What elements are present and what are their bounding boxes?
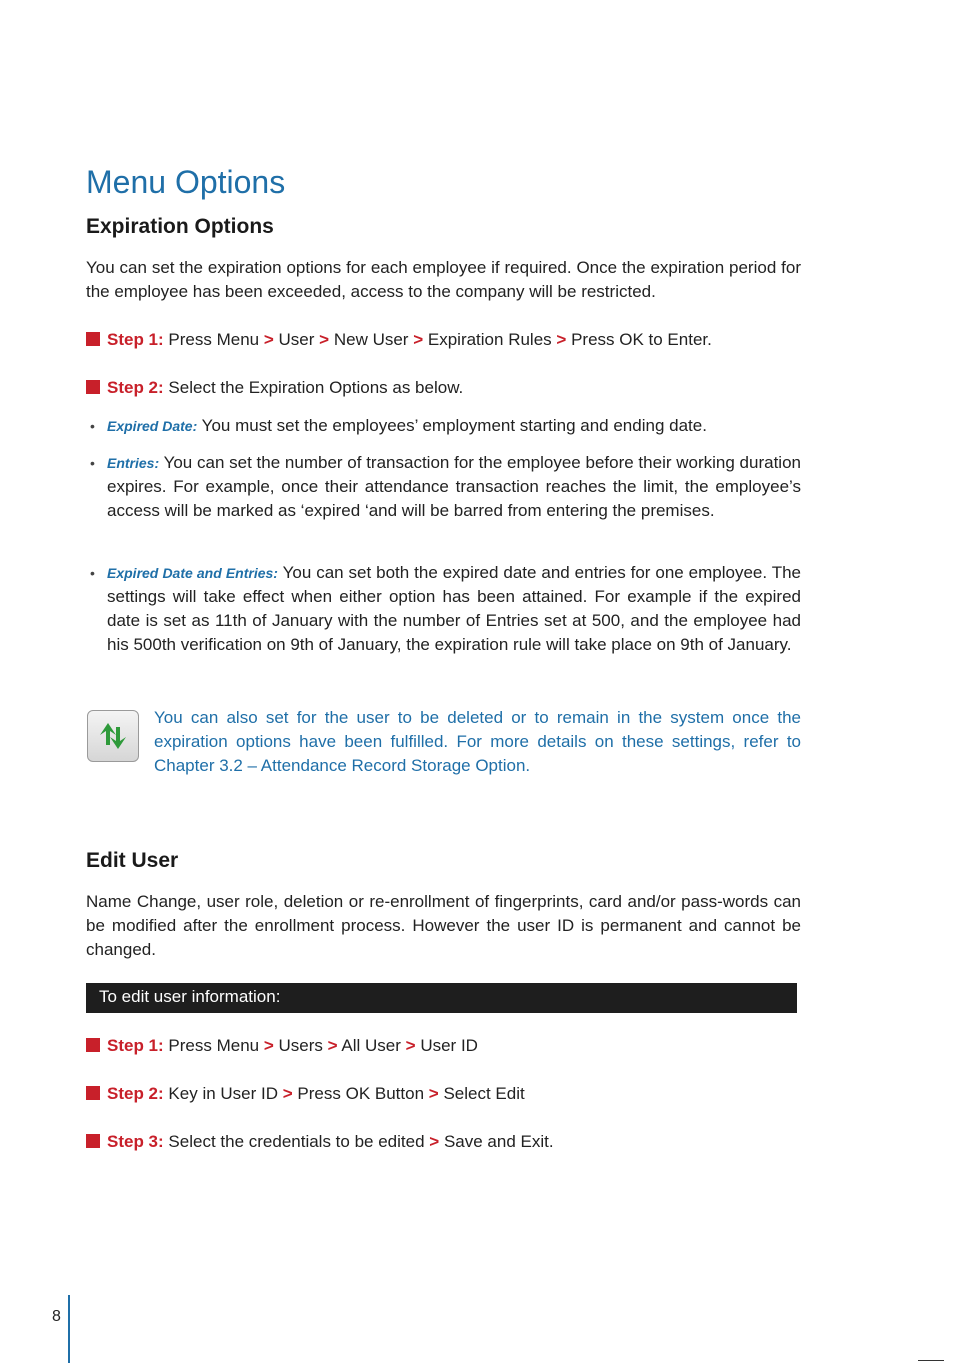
bullet-expired-date: Expired Date: You must set the employees’ employment starting and ending date. bbox=[107, 416, 707, 435]
bullet-icon: • bbox=[90, 455, 95, 471]
edit-step-2: Step 2: Key in User ID > Press OK Button > Select Edit bbox=[86, 1082, 525, 1106]
instruction-bar-label: To edit user information: bbox=[99, 987, 281, 1006]
edit-step-3: Step 3: Select the credentials to be edited > Save and Exit. bbox=[86, 1130, 554, 1154]
footer-rule bbox=[918, 1360, 944, 1361]
section-heading-edit-user: Edit User bbox=[86, 849, 179, 872]
edit-step-1: Step 1: Press Menu > Users > All User > User ID bbox=[86, 1034, 478, 1058]
expiration-intro: You can set the expiration options for each employee if required. Once the expiration period for the employee has been exceeded, access to the company will be restricted. bbox=[86, 258, 801, 301]
instruction-bar bbox=[86, 983, 797, 1013]
expiration-step-2: Step 2: Select the Expiration Options as below. bbox=[86, 376, 463, 400]
expiration-step-1: Step 1: Press Menu > User > New User > Expiration Rules > Press OK to Enter. bbox=[86, 328, 712, 352]
bullet-icon: • bbox=[90, 565, 95, 581]
step-marker-icon bbox=[86, 380, 100, 394]
edit-user-intro: Name Change, user role, deletion or re-enrollment of fingerprints, card and/or pass-words can be modified after the enrollment process. However the user ID is permanent and cannot be changed. bbox=[86, 892, 801, 959]
page-number: 8 bbox=[52, 1308, 61, 1325]
bullet-icon: • bbox=[90, 418, 95, 434]
step-marker-icon bbox=[86, 1086, 100, 1100]
section-heading-expiration: Expiration Options bbox=[86, 215, 274, 238]
page-title: Menu Options bbox=[86, 164, 286, 200]
refresh-arrows-icon bbox=[87, 710, 139, 762]
step-marker-icon bbox=[86, 1038, 100, 1052]
bullet-expired-date-and-entries: Expired Date and Entries: You can set both the expired date and entries for one employee. The settings will take effect when either option has been attained. For example if the expired date is set as 11th of January with the number of Entries set at 500, and the employee had his 500th verification on 9th of January, the expiration rule will take place on 9th of January. bbox=[107, 563, 802, 654]
step-marker-icon bbox=[86, 332, 100, 346]
page-margin-line bbox=[68, 1295, 70, 1363]
note-text: You can also set for the user to be deleted or to remain in the system once the expiration options have been fulfilled. For more details on these settings, refer to Chapter 3.2 – Attendance Record Storage Option. bbox=[154, 708, 801, 775]
bullet-entries: Entries: You can set the number of transaction for the employee before their working duration expires. For example, once their attendance transaction reaches the limit, the employee’s access will be marked as ‘expired ‘and will be barred from entering the premises. bbox=[107, 453, 801, 520]
step-marker-icon bbox=[86, 1134, 100, 1148]
